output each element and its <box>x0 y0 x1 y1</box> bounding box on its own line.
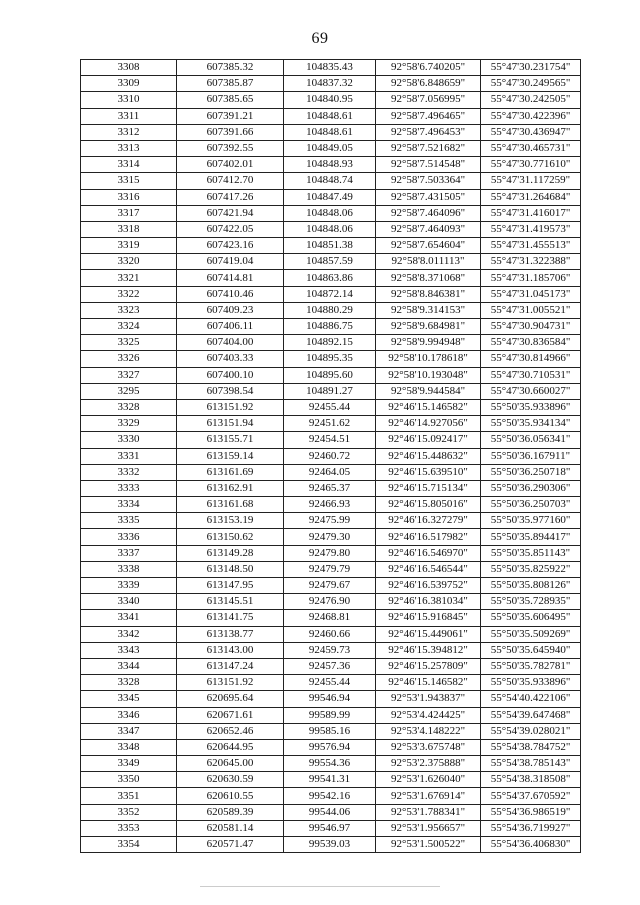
x-coordinate-cell: 607403.33 <box>177 351 284 367</box>
table-row <box>81 804 581 820</box>
table-row <box>81 545 581 561</box>
y-coordinate-cell: 92465.37 <box>284 480 376 496</box>
y-coordinate-cell: 99542.16 <box>284 788 376 804</box>
table-row <box>81 448 581 464</box>
table-row <box>81 205 581 221</box>
longitude-cell: 92°58'7.514548" <box>376 157 481 173</box>
point-number-cell: 3328 <box>81 675 177 691</box>
longitude-cell: 92°46'16.539752" <box>376 578 481 594</box>
latitude-cell: 55°54'40.422106" <box>481 691 581 707</box>
x-coordinate-cell: 613159.14 <box>177 448 284 464</box>
x-coordinate-cell: 613162.91 <box>177 480 284 496</box>
point-number-cell: 3331 <box>81 448 177 464</box>
latitude-cell: 55°50'35.934134" <box>481 416 581 432</box>
x-coordinate-cell: 620589.39 <box>177 804 284 820</box>
y-coordinate-cell: 104857.59 <box>284 254 376 270</box>
y-coordinate-cell: 104880.29 <box>284 302 376 318</box>
x-coordinate-cell: 607414.81 <box>177 270 284 286</box>
longitude-cell: 92°58'7.654604" <box>376 238 481 254</box>
longitude-cell: 92°58'8.011113" <box>376 254 481 270</box>
point-number-cell: 3319 <box>81 238 177 254</box>
x-coordinate-cell: 613141.75 <box>177 610 284 626</box>
longitude-cell: 92°46'15.916845" <box>376 610 481 626</box>
point-number-cell: 3322 <box>81 286 177 302</box>
table-row <box>81 723 581 739</box>
x-coordinate-cell: 613153.19 <box>177 513 284 529</box>
x-coordinate-cell: 620671.61 <box>177 707 284 723</box>
y-coordinate-cell: 104847.49 <box>284 189 376 205</box>
longitude-cell: 92°58'7.496465" <box>376 108 481 124</box>
longitude-cell: 92°53'1.676914" <box>376 788 481 804</box>
y-coordinate-cell: 92479.79 <box>284 561 376 577</box>
point-number-cell: 3335 <box>81 513 177 529</box>
point-number-cell: 3340 <box>81 594 177 610</box>
latitude-cell: 55°47'30.814966" <box>481 351 581 367</box>
longitude-cell: 92°46'14.927056" <box>376 416 481 432</box>
longitude-cell: 92°53'1.626040" <box>376 772 481 788</box>
coordinates-table-body <box>81 60 581 853</box>
latitude-cell: 55°47'31.419573" <box>481 221 581 237</box>
longitude-cell: 92°46'15.449061" <box>376 626 481 642</box>
table-row <box>81 642 581 658</box>
longitude-cell: 92°58'8.846381" <box>376 286 481 302</box>
point-number-cell: 3316 <box>81 189 177 205</box>
latitude-cell: 55°47'31.416017" <box>481 205 581 221</box>
y-coordinate-cell: 104848.06 <box>284 205 376 221</box>
x-coordinate-cell: 613151.92 <box>177 399 284 415</box>
longitude-cell: 92°58'9.314153" <box>376 302 481 318</box>
latitude-cell: 55°47'31.117259" <box>481 173 581 189</box>
longitude-cell: 92°58'6.740205" <box>376 60 481 76</box>
latitude-cell: 55°47'30.710531" <box>481 367 581 383</box>
longitude-cell: 92°58'7.464096" <box>376 205 481 221</box>
x-coordinate-cell: 607409.23 <box>177 302 284 318</box>
latitude-cell: 55°54'39.647468" <box>481 707 581 723</box>
point-number-cell: 3344 <box>81 658 177 674</box>
table-row <box>81 108 581 124</box>
longitude-cell: 92°46'16.381034" <box>376 594 481 610</box>
table-row <box>81 238 581 254</box>
point-number-cell: 3323 <box>81 302 177 318</box>
point-number-cell: 3311 <box>81 108 177 124</box>
x-coordinate-cell: 613143.00 <box>177 642 284 658</box>
x-coordinate-cell: 607398.54 <box>177 383 284 399</box>
longitude-cell: 92°58'10.193048" <box>376 367 481 383</box>
table-row <box>81 124 581 140</box>
latitude-cell: 55°50'35.808126" <box>481 578 581 594</box>
table-row <box>81 820 581 836</box>
latitude-cell: 55°47'31.005521" <box>481 302 581 318</box>
table-row <box>81 319 581 335</box>
table-row <box>81 189 581 205</box>
longitude-cell: 92°53'1.943837" <box>376 691 481 707</box>
point-number-cell: 3317 <box>81 205 177 221</box>
longitude-cell: 92°53'4.424425" <box>376 707 481 723</box>
table-row <box>81 529 581 545</box>
y-coordinate-cell: 99546.97 <box>284 820 376 836</box>
longitude-cell: 92°53'4.148222" <box>376 723 481 739</box>
table-row <box>81 351 581 367</box>
y-coordinate-cell: 92479.30 <box>284 529 376 545</box>
longitude-cell: 92°46'16.546970" <box>376 545 481 561</box>
point-number-cell: 3332 <box>81 464 177 480</box>
latitude-cell: 55°47'31.185706" <box>481 270 581 286</box>
latitude-cell: 55°54'38.785143" <box>481 756 581 772</box>
latitude-cell: 55°50'36.167911" <box>481 448 581 464</box>
x-coordinate-cell: 607404.00 <box>177 335 284 351</box>
y-coordinate-cell: 104848.61 <box>284 108 376 124</box>
table-row <box>81 416 581 432</box>
y-coordinate-cell: 104891.27 <box>284 383 376 399</box>
x-coordinate-cell: 613147.24 <box>177 658 284 674</box>
latitude-cell: 55°50'35.977160" <box>481 513 581 529</box>
y-coordinate-cell: 92476.90 <box>284 594 376 610</box>
x-coordinate-cell: 613148.50 <box>177 561 284 577</box>
table-row <box>81 140 581 156</box>
y-coordinate-cell: 104848.93 <box>284 157 376 173</box>
latitude-cell: 55°47'30.465731" <box>481 140 581 156</box>
y-coordinate-cell: 104892.15 <box>284 335 376 351</box>
x-coordinate-cell: 620630.59 <box>177 772 284 788</box>
table-row <box>81 464 581 480</box>
x-coordinate-cell: 607406.11 <box>177 319 284 335</box>
table-row <box>81 157 581 173</box>
point-number-cell: 3315 <box>81 173 177 189</box>
x-coordinate-cell: 620695.64 <box>177 691 284 707</box>
y-coordinate-cell: 92460.66 <box>284 626 376 642</box>
longitude-cell: 92°58'9.944584" <box>376 383 481 399</box>
x-coordinate-cell: 613151.92 <box>177 675 284 691</box>
y-coordinate-cell: 92455.44 <box>284 399 376 415</box>
latitude-cell: 55°54'36.719927" <box>481 820 581 836</box>
x-coordinate-cell: 607392.55 <box>177 140 284 156</box>
point-number-cell: 3295 <box>81 383 177 399</box>
x-coordinate-cell: 620610.55 <box>177 788 284 804</box>
y-coordinate-cell: 99539.03 <box>284 837 376 853</box>
y-coordinate-cell: 99585.16 <box>284 723 376 739</box>
x-coordinate-cell: 607421.94 <box>177 205 284 221</box>
y-coordinate-cell: 104872.14 <box>284 286 376 302</box>
latitude-cell: 55°50'36.056341" <box>481 432 581 448</box>
latitude-cell: 55°47'30.231754" <box>481 60 581 76</box>
latitude-cell: 55°50'36.250703" <box>481 497 581 513</box>
table-row <box>81 497 581 513</box>
table-row <box>81 399 581 415</box>
latitude-cell: 55°54'37.670592" <box>481 788 581 804</box>
point-number-cell: 3351 <box>81 788 177 804</box>
longitude-cell: 92°46'15.146582" <box>376 399 481 415</box>
point-number-cell: 3347 <box>81 723 177 739</box>
longitude-cell: 92°46'15.805016" <box>376 497 481 513</box>
x-coordinate-cell: 607385.87 <box>177 76 284 92</box>
latitude-cell: 55°47'31.455513" <box>481 238 581 254</box>
longitude-cell: 92°58'8.371068" <box>376 270 481 286</box>
point-number-cell: 3320 <box>81 254 177 270</box>
x-coordinate-cell: 607400.10 <box>177 367 284 383</box>
point-number-cell: 3353 <box>81 820 177 836</box>
y-coordinate-cell: 99544.06 <box>284 804 376 820</box>
x-coordinate-cell: 607391.66 <box>177 124 284 140</box>
x-coordinate-cell: 620644.95 <box>177 739 284 755</box>
x-coordinate-cell: 607410.46 <box>177 286 284 302</box>
point-number-cell: 3324 <box>81 319 177 335</box>
point-number-cell: 3333 <box>81 480 177 496</box>
table-row <box>81 173 581 189</box>
latitude-cell: 55°50'35.851143" <box>481 545 581 561</box>
longitude-cell: 92°58'7.521682" <box>376 140 481 156</box>
longitude-cell: 92°58'7.056995" <box>376 92 481 108</box>
point-number-cell: 3309 <box>81 76 177 92</box>
latitude-cell: 55°50'35.728935" <box>481 594 581 610</box>
table-row <box>81 626 581 642</box>
longitude-cell: 92°58'7.503364" <box>376 173 481 189</box>
point-number-cell: 3308 <box>81 60 177 76</box>
table-row <box>81 561 581 577</box>
y-coordinate-cell: 104895.35 <box>284 351 376 367</box>
table-row <box>81 772 581 788</box>
bottom-divider <box>200 886 440 887</box>
latitude-cell: 55°50'35.645940" <box>481 642 581 658</box>
table-row <box>81 480 581 496</box>
latitude-cell: 55°47'30.904731" <box>481 319 581 335</box>
longitude-cell: 92°46'15.394812" <box>376 642 481 658</box>
y-coordinate-cell: 92464.05 <box>284 464 376 480</box>
point-number-cell: 3349 <box>81 756 177 772</box>
y-coordinate-cell: 92479.67 <box>284 578 376 594</box>
latitude-cell: 55°54'38.318508" <box>481 772 581 788</box>
point-number-cell: 3328 <box>81 399 177 415</box>
y-coordinate-cell: 104848.06 <box>284 221 376 237</box>
latitude-cell: 55°54'36.986519" <box>481 804 581 820</box>
point-number-cell: 3325 <box>81 335 177 351</box>
longitude-cell: 92°46'15.639510" <box>376 464 481 480</box>
point-number-cell: 3336 <box>81 529 177 545</box>
x-coordinate-cell: 607402.01 <box>177 157 284 173</box>
table-row <box>81 691 581 707</box>
point-number-cell: 3345 <box>81 691 177 707</box>
longitude-cell: 92°58'10.178618" <box>376 351 481 367</box>
latitude-cell: 55°50'36.290306" <box>481 480 581 496</box>
point-number-cell: 3352 <box>81 804 177 820</box>
table-row <box>81 707 581 723</box>
latitude-cell: 55°50'36.250718" <box>481 464 581 480</box>
latitude-cell: 55°50'35.894417" <box>481 529 581 545</box>
latitude-cell: 55°47'30.771610" <box>481 157 581 173</box>
longitude-cell: 92°58'7.464093" <box>376 221 481 237</box>
y-coordinate-cell: 104851.38 <box>284 238 376 254</box>
latitude-cell: 55°47'30.436947" <box>481 124 581 140</box>
y-coordinate-cell: 104886.75 <box>284 319 376 335</box>
x-coordinate-cell: 620581.14 <box>177 820 284 836</box>
longitude-cell: 92°53'1.956657" <box>376 820 481 836</box>
table-row <box>81 335 581 351</box>
table-row <box>81 92 581 108</box>
longitude-cell: 92°58'7.496453" <box>376 124 481 140</box>
y-coordinate-cell: 104840.95 <box>284 92 376 108</box>
table-row <box>81 658 581 674</box>
point-number-cell: 3350 <box>81 772 177 788</box>
y-coordinate-cell: 99541.31 <box>284 772 376 788</box>
longitude-cell: 92°53'2.375888" <box>376 756 481 772</box>
table-row <box>81 270 581 286</box>
y-coordinate-cell: 92475.99 <box>284 513 376 529</box>
x-coordinate-cell: 607417.26 <box>177 189 284 205</box>
longitude-cell: 92°58'9.994948" <box>376 335 481 351</box>
point-number-cell: 3339 <box>81 578 177 594</box>
y-coordinate-cell: 92451.62 <box>284 416 376 432</box>
point-number-cell: 3342 <box>81 626 177 642</box>
table-row <box>81 837 581 853</box>
point-number-cell: 3310 <box>81 92 177 108</box>
y-coordinate-cell: 99576.94 <box>284 739 376 755</box>
table-row <box>81 302 581 318</box>
x-coordinate-cell: 607385.32 <box>177 60 284 76</box>
latitude-cell: 55°47'30.836584" <box>481 335 581 351</box>
latitude-cell: 55°50'35.933896" <box>481 399 581 415</box>
x-coordinate-cell: 613155.71 <box>177 432 284 448</box>
y-coordinate-cell: 104849.05 <box>284 140 376 156</box>
y-coordinate-cell: 92460.72 <box>284 448 376 464</box>
latitude-cell: 55°47'30.242505" <box>481 92 581 108</box>
x-coordinate-cell: 613151.94 <box>177 416 284 432</box>
y-coordinate-cell: 92455.44 <box>284 675 376 691</box>
longitude-cell: 92°53'1.500522" <box>376 837 481 853</box>
table-row <box>81 756 581 772</box>
y-coordinate-cell: 99546.94 <box>284 691 376 707</box>
x-coordinate-cell: 607412.70 <box>177 173 284 189</box>
longitude-cell: 92°53'3.675748" <box>376 739 481 755</box>
point-number-cell: 3334 <box>81 497 177 513</box>
point-number-cell: 3313 <box>81 140 177 156</box>
x-coordinate-cell: 613138.77 <box>177 626 284 642</box>
y-coordinate-cell: 99589.99 <box>284 707 376 723</box>
table-row <box>81 286 581 302</box>
y-coordinate-cell: 104835.43 <box>284 60 376 76</box>
point-number-cell: 3327 <box>81 367 177 383</box>
y-coordinate-cell: 104848.74 <box>284 173 376 189</box>
x-coordinate-cell: 607423.16 <box>177 238 284 254</box>
point-number-cell: 3330 <box>81 432 177 448</box>
y-coordinate-cell: 104895.60 <box>284 367 376 383</box>
x-coordinate-cell: 607391.21 <box>177 108 284 124</box>
longitude-cell: 92°58'7.431505" <box>376 189 481 205</box>
page-number: 69 <box>311 30 329 47</box>
longitude-cell: 92°53'1.788341" <box>376 804 481 820</box>
point-number-cell: 3354 <box>81 837 177 853</box>
x-coordinate-cell: 607419.04 <box>177 254 284 270</box>
table-row <box>81 513 581 529</box>
table-row <box>81 221 581 237</box>
longitude-cell: 92°46'16.546544" <box>376 561 481 577</box>
longitude-cell: 92°46'15.092417" <box>376 432 481 448</box>
table-row <box>81 60 581 76</box>
latitude-cell: 55°47'30.249565" <box>481 76 581 92</box>
latitude-cell: 55°50'35.933896" <box>481 675 581 691</box>
x-coordinate-cell: 613145.51 <box>177 594 284 610</box>
coordinates-table <box>80 59 581 853</box>
latitude-cell: 55°50'35.825922" <box>481 561 581 577</box>
y-coordinate-cell: 92454.51 <box>284 432 376 448</box>
y-coordinate-cell: 92479.80 <box>284 545 376 561</box>
latitude-cell: 55°47'31.264684" <box>481 189 581 205</box>
x-coordinate-cell: 613147.95 <box>177 578 284 594</box>
x-coordinate-cell: 613149.28 <box>177 545 284 561</box>
x-coordinate-cell: 613161.68 <box>177 497 284 513</box>
table-row <box>81 383 581 399</box>
latitude-cell: 55°54'36.406830" <box>481 837 581 853</box>
x-coordinate-cell: 620645.00 <box>177 756 284 772</box>
y-coordinate-cell: 104837.32 <box>284 76 376 92</box>
longitude-cell: 92°46'15.448632" <box>376 448 481 464</box>
table-row <box>81 76 581 92</box>
point-number-cell: 3338 <box>81 561 177 577</box>
y-coordinate-cell: 92468.81 <box>284 610 376 626</box>
longitude-cell: 92°46'15.715134" <box>376 480 481 496</box>
table-row <box>81 739 581 755</box>
y-coordinate-cell: 92466.93 <box>284 497 376 513</box>
point-number-cell: 3337 <box>81 545 177 561</box>
table-row <box>81 254 581 270</box>
point-number-cell: 3321 <box>81 270 177 286</box>
table-row <box>81 675 581 691</box>
longitude-cell: 92°58'6.848659" <box>376 76 481 92</box>
x-coordinate-cell: 607422.05 <box>177 221 284 237</box>
table-row <box>81 594 581 610</box>
table-row <box>81 432 581 448</box>
latitude-cell: 55°54'38.784752" <box>481 739 581 755</box>
point-number-cell: 3346 <box>81 707 177 723</box>
point-number-cell: 3341 <box>81 610 177 626</box>
table-row <box>81 578 581 594</box>
point-number-cell: 3329 <box>81 416 177 432</box>
point-number-cell: 3348 <box>81 739 177 755</box>
x-coordinate-cell: 620571.47 <box>177 837 284 853</box>
x-coordinate-cell: 607385.65 <box>177 92 284 108</box>
table-row <box>81 788 581 804</box>
latitude-cell: 55°47'31.322388" <box>481 254 581 270</box>
y-coordinate-cell: 104848.61 <box>284 124 376 140</box>
table-row <box>81 610 581 626</box>
point-number-cell: 3314 <box>81 157 177 173</box>
latitude-cell: 55°47'31.045173" <box>481 286 581 302</box>
longitude-cell: 92°46'15.146582" <box>376 675 481 691</box>
latitude-cell: 55°50'35.606495" <box>481 610 581 626</box>
x-coordinate-cell: 613161.69 <box>177 464 284 480</box>
latitude-cell: 55°50'35.782781" <box>481 658 581 674</box>
latitude-cell: 55°47'30.422396" <box>481 108 581 124</box>
longitude-cell: 92°46'16.327279" <box>376 513 481 529</box>
y-coordinate-cell: 92457.36 <box>284 658 376 674</box>
x-coordinate-cell: 613150.62 <box>177 529 284 545</box>
point-number-cell: 3343 <box>81 642 177 658</box>
y-coordinate-cell: 92459.73 <box>284 642 376 658</box>
point-number-cell: 3312 <box>81 124 177 140</box>
point-number-cell: 3326 <box>81 351 177 367</box>
latitude-cell: 55°47'30.660027" <box>481 383 581 399</box>
longitude-cell: 92°58'9.684981" <box>376 319 481 335</box>
longitude-cell: 92°46'15.257809" <box>376 658 481 674</box>
longitude-cell: 92°46'16.517982" <box>376 529 481 545</box>
table-row <box>81 367 581 383</box>
point-number-cell: 3318 <box>81 221 177 237</box>
y-coordinate-cell: 104863.86 <box>284 270 376 286</box>
latitude-cell: 55°50'35.509269" <box>481 626 581 642</box>
x-coordinate-cell: 620652.46 <box>177 723 284 739</box>
y-coordinate-cell: 99554.36 <box>284 756 376 772</box>
latitude-cell: 55°54'39.028021" <box>481 723 581 739</box>
